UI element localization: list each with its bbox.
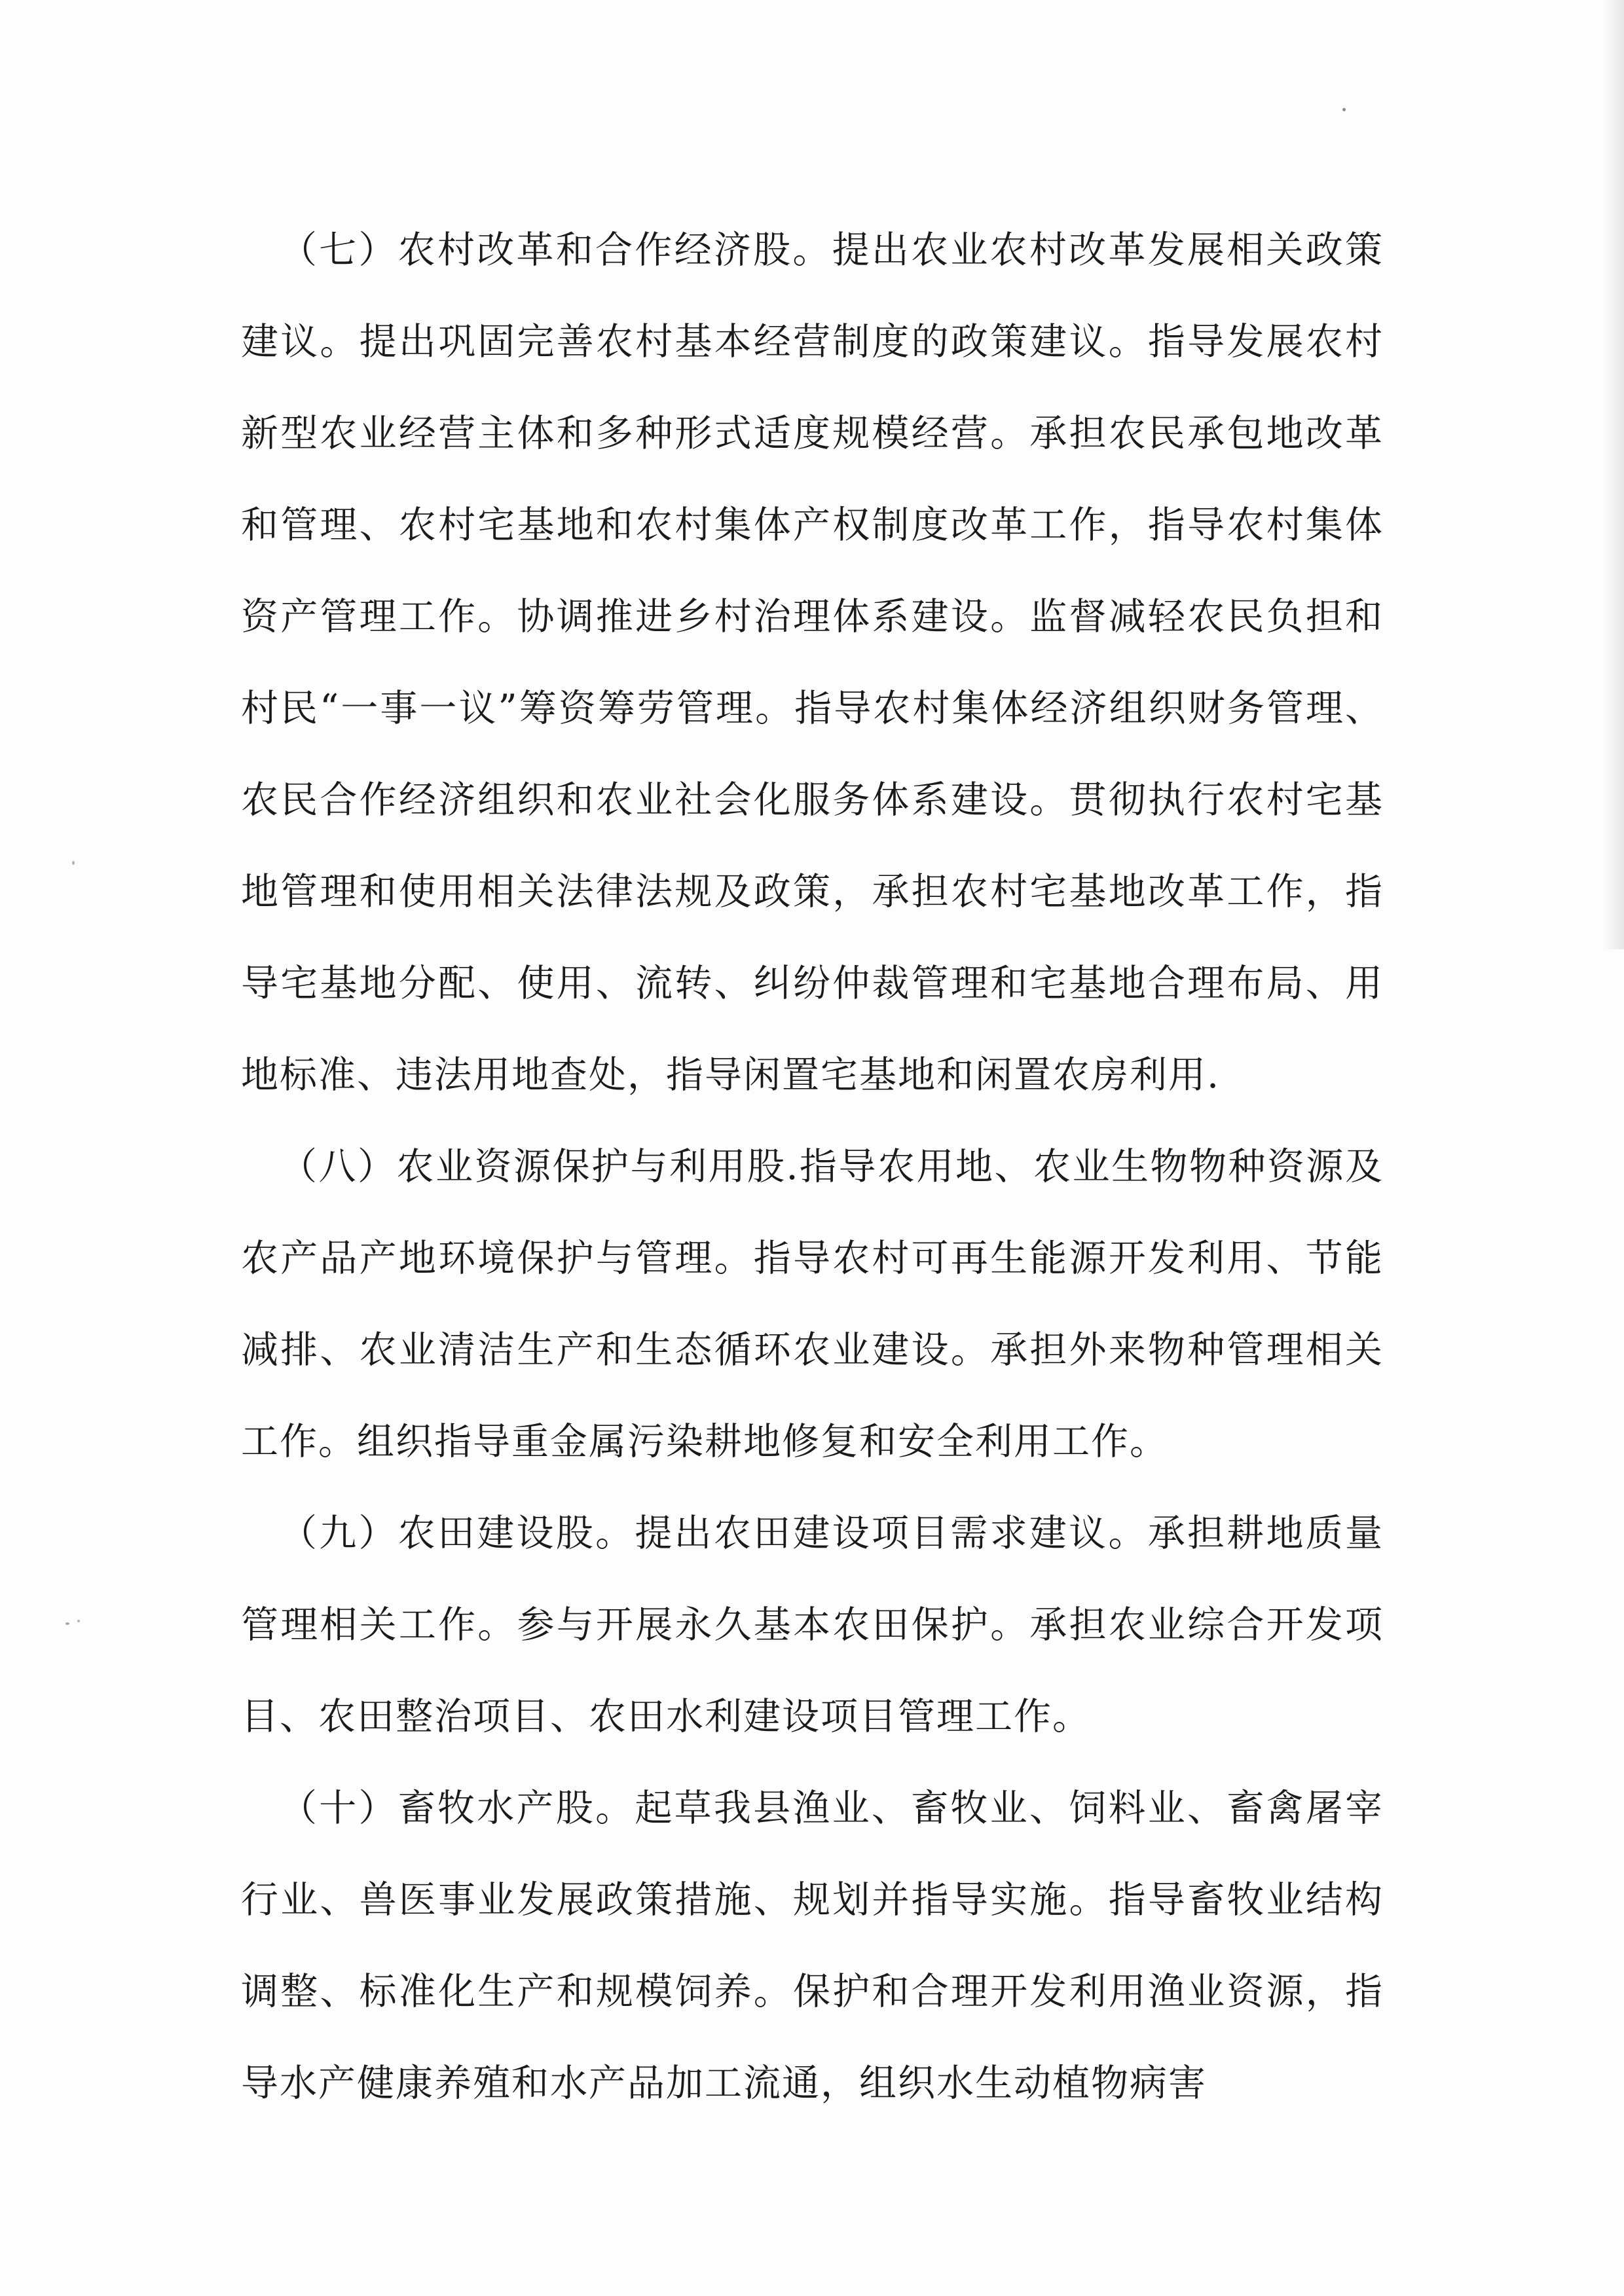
document-body: [241, 204, 1384, 2129]
scan-speck: [1342, 108, 1346, 111]
scan-edge-shadow: [1602, 0, 1624, 949]
scan-speck: [72, 861, 75, 865]
paragraph-section-8: （八）农业资源保护与利用股.指导农用地、农业生物物种资源及农产品产地环境保护与管理。指导农村可再生能源开发利用、节能减排、农业清洁生产和生态循环农业建设。承担外来物种管理相关工作。组织指导重金属污染耕地修复和安全利用工作。: [241, 1145, 1384, 1463]
scan-speck: [77, 1620, 80, 1622]
paragraph-section-7: （七）农村改革和合作经济股。提出农业农村改革发展相关政策建议。提出巩固完善农村基本经营制度的政策建议。指导发展农村新型农业经营主体和多种形式适度规模经营。承担农民承包地改革和管理、农村宅基地和农村集体产权制度改革工作，指导农村集体资产管理工作。协调推进乡村治理体系建设。监督减轻农民负担和村民“一事一议”筹资筹劳管理。指导农村集体经济组织财务管理、农民合作经济组织和农业社会化服务体系建设。贯彻执行农村宅基地管理和使用相关法律法规及政策，承担农村宅基地改革工作，指导宅基地分配、使用、流转、纠纷仲裁管理和宅基地合理布局、用地标准、违法用地查处，指导闲置宅基地和闲置农房利用.: [241, 228, 1384, 1097]
paragraph-section-10: （十）畜牧水产股。起草我县渔业、畜牧业、饲料业、畜禽屠宰行业、兽医事业发展政策措施、规划并指导实施。指导畜牧业结构调整、标准化生产和规模饲养。保护和合理开发利用渔业资源，指导水产健康养殖和水产品加工流通，组织水生动植物病害: [241, 1787, 1384, 2105]
scan-speck: [65, 1622, 69, 1625]
paragraph-section-9: （九）农田建设股。提出农田建设项目需求建议。承担耕地质量管理相关工作。参与开展永久基本农田保护。承担农业综合开发项目、农田整治项目、农田水利建设项目管理工作。: [241, 1512, 1384, 1738]
